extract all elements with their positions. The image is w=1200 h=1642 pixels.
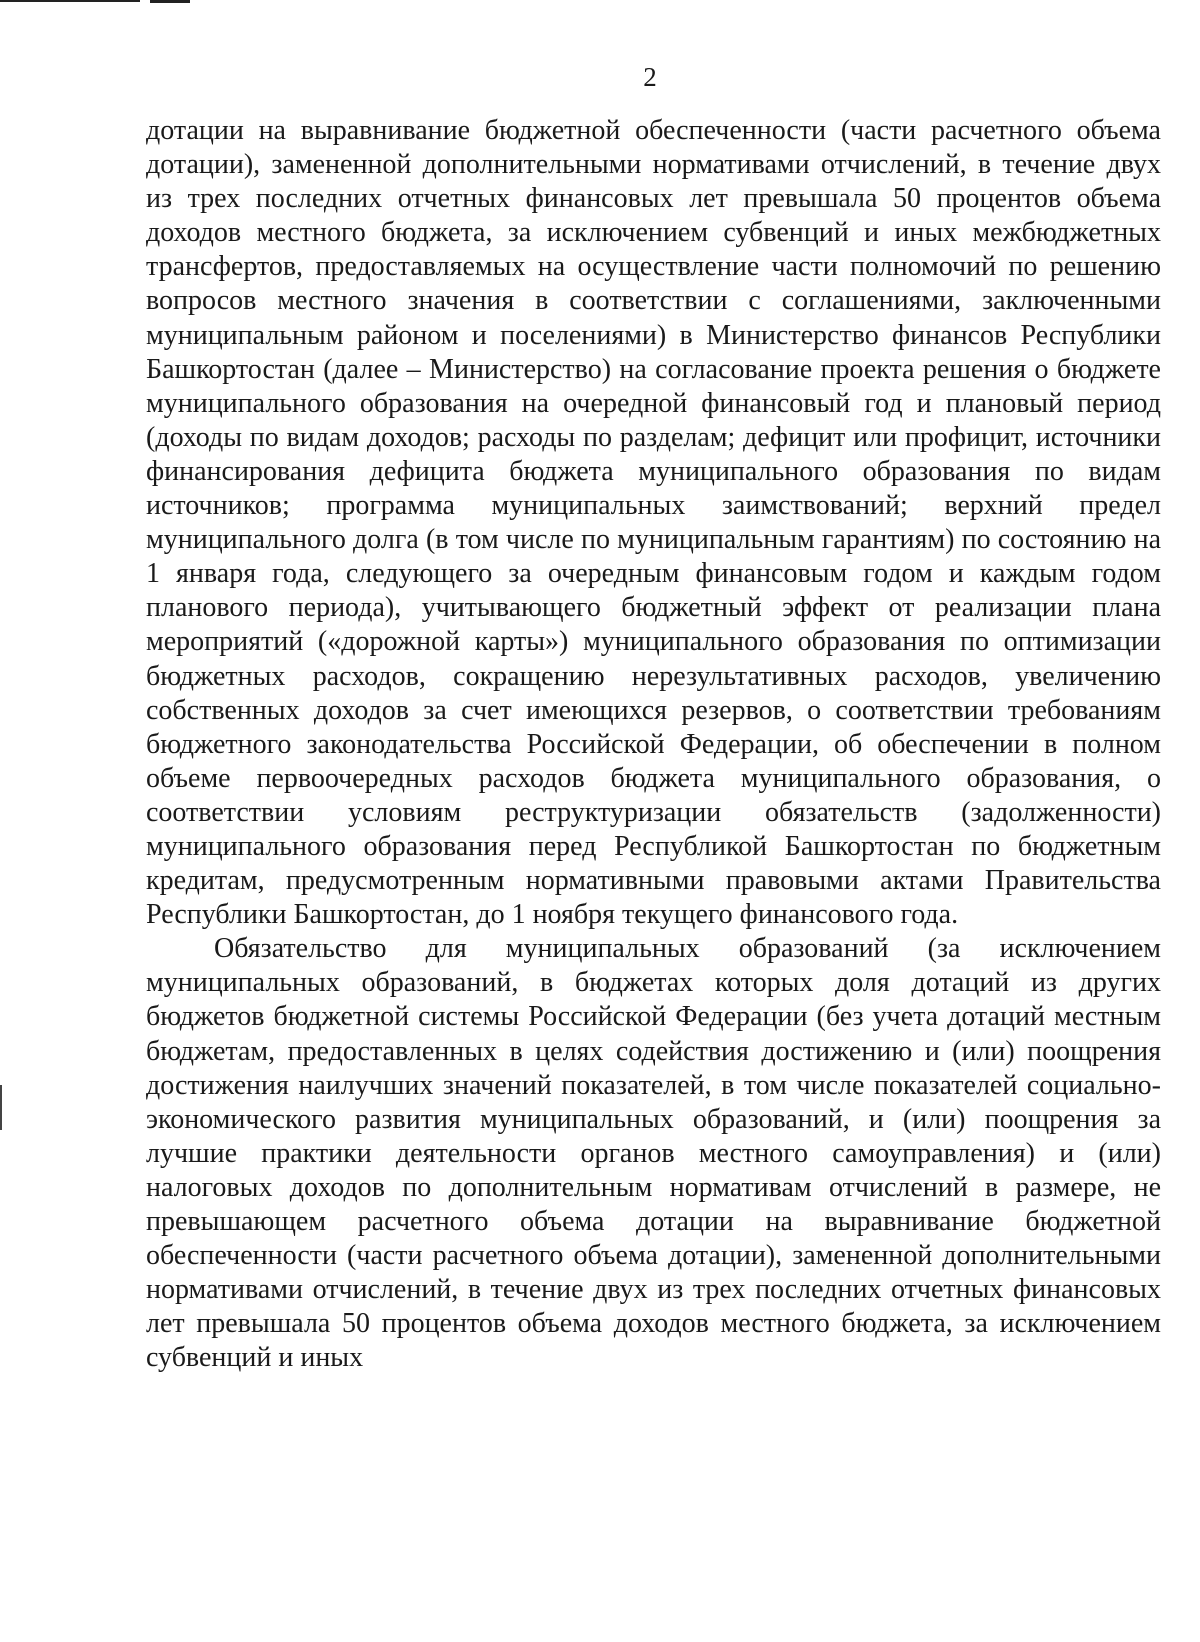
paragraph-obligation: Обязательство для муниципальных образований (за исключением муниципальных образований, в бюджетах которых доля дотаций из других бюджетов бюджетной системы Российской Федерации (без учета дотаций местным бюджетам, предоставленных в целях содействия достижению и (или) поощрения достижения наилучших значений показателей, в том числе показателей социально-экономического развития муниципальных образований, и (или) поощрения за лучшие практики деятельности органов местного самоуправления) и (или) налоговых доходов по дополнительным нормативам отчислений в размере, не превышающем расчетного объема дотации на выравнивание бюджетной обеспеченности (части расчетного объема дотации), замененной дополнительными нормативами отчислений, в течение двух из трех последних отчетных финансовых лет превышала 50 процентов объема доходов местного бюджета, за исключением субвенций и иных [146,933,1161,1374]
scan-artifact-top [0,0,140,2]
paragraph-continuation: дотации на выравнивание бюджетной обеспеченности (части расчетного объема дотации), замененной дополнительными нормативами отчислений, в течение двух из трех последних отчетных финансовых лет превышала 50 процентов объема доходов местного бюджета, за исключением субвенций и иных межбюджетных трансфертов, предоставляемых на осуществление части полномочий по решению вопросов местного значения в соответствии с соглашениями, заключенными муниципальным районом и поселениями) в Министерство финансов Республики Башкортостан (далее – Министерство) на согласование проекта решения о бюджете муниципального образования на очередной финансовый год и плановый период (доходы по видам доходов; расходы по разделам; дефицит или профицит, источники финансирования дефицита бюджета муниципального образования по видам источников; программа муниципальных заимствований; верхний предел муниципального долга (в том числе по муниципальным гарантиям) по состоянию на 1 января года, следующего за очередным финансовым годом и каждым годом планового периода), учитывающего бюджетный эффект от реализации плана мероприятий («дорожной карты») муниципального образования по оптимизации бюджетных расходов, сокращению нерезультативных расходов, увеличению собственных доходов за счет имеющихся резервов, о соответствии требованиям бюджетного законодательства Российской Федерации, об обеспечении в полном объеме первоочередных расходов бюджета муниципального образования, о соответствии условиям реструктуризации обязательств (задолженности) муниципального образования перед Республикой Башкортостан по бюджетным кредитам, предусмотренным нормативными правовыми актами Правительства Республики Башкортостан, до 1 ноября текущего финансового года. [146,115,1161,931]
scan-artifact-left [0,1085,2,1130]
document-body [146,114,1161,1375]
scan-artifact-top-right [150,0,190,3]
page-number: 2 [643,62,657,92]
